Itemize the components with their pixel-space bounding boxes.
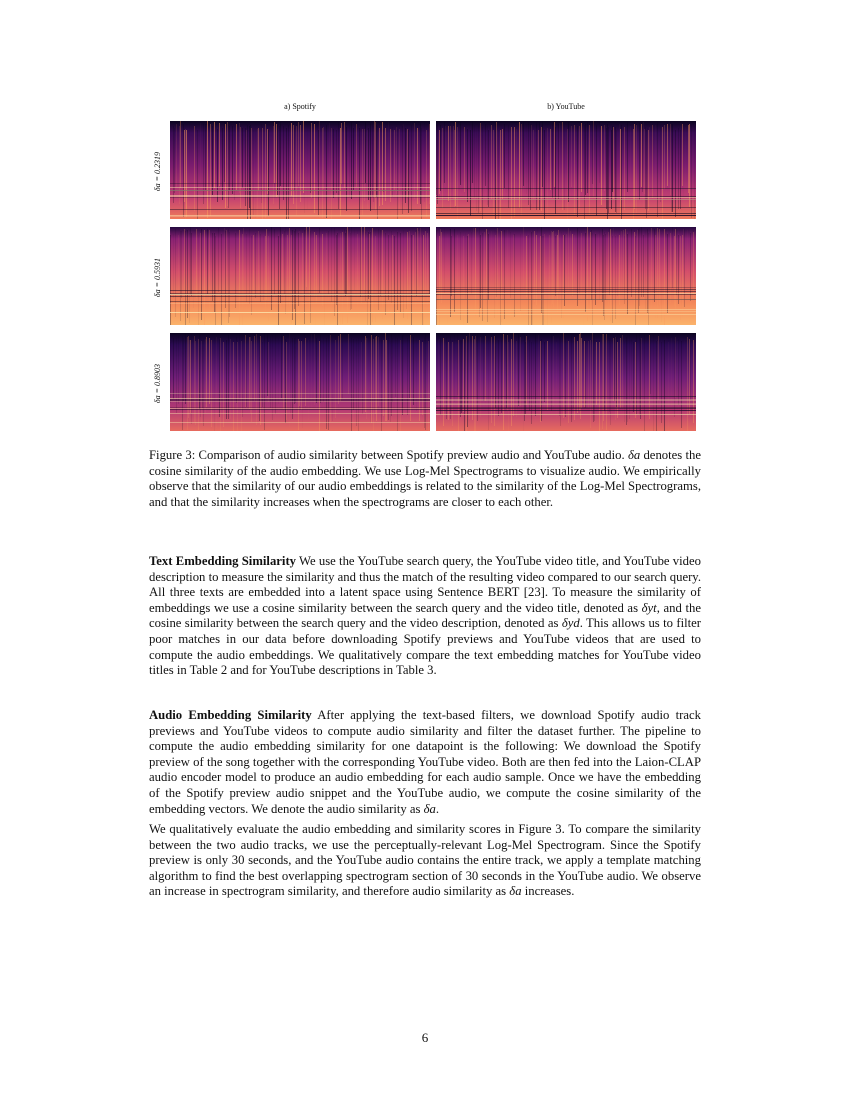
page-number: 6 <box>421 1030 429 1045</box>
figure-caption: Figure 3: Comparison of audio similarity between Spotify preview audio and YouTube audio. δa denotes the cosine similarity of the audio embedding. We use Log-Mel Spectrograms to visualize audio. We empirically observe that the similarity of our audio embeddings is related to the similarity of the Log-Mel Spectrograms, and that the similarity increases when the spectrograms are closer to each other. <box>149 448 701 509</box>
qualitative-paragraph: We qualitatively evaluate the audio embedding and similarity scores in Figure 3. To compare the similarity between the two audio tracks, we use the perceptually-relevant Log-Mel Spectrogram. Since the Spotify preview is only 30 seconds, and the YouTube audio contains the entire track, we apply a template matching algorithm to find the best overlapping spectrogram section of 30 seconds in the YouTube audio. We observe an increase in spectrogram similarity, and therefore audio similarity as δa increases. <box>149 822 701 899</box>
spectrogram-youtube-row2 <box>436 227 696 325</box>
row-label-1: δa = 0.2319 <box>153 151 163 191</box>
audio-embedding-paragraph: Audio Embedding Similarity After applying the text-based filters, we download Spotify audio track previews and YouTube videos to compute audio similarity and filter the dataset further. The pipeline to compute the audio embedding similarity for one datapoint is the following: We download the Spotify preview of the song together with the corresponding YouTube video. Both are then fed into the Laion-CLAP audio encoder model to produce an audio embedding for each audio sample. Once we have the embedding of the Spotify preview audio snippet and the YouTube audio, we compute the cosine similarity of the embedding vectors. We denote the audio similarity as δa. <box>149 708 701 816</box>
panel-a-title: a) Spotify <box>284 102 316 111</box>
row-label-2: δa = 0.5931 <box>153 257 163 297</box>
spectrogram-spotify-row2 <box>170 227 430 325</box>
audio-embedding-heading: Audio Embedding Similarity <box>149 708 312 722</box>
spectrogram-spotify-row3 <box>170 333 430 431</box>
spectrogram-youtube-row1 <box>436 121 696 219</box>
spectrogram-spotify-row1 <box>170 121 430 219</box>
text-embedding-paragraph: Text Embedding Similarity We use the YouTube search query, the YouTube video title, and YouTube video description to measure the similarity and thus the match of the resulting video compared to our search query. All three texts are embedded into a latent space using Sentence BERT [23]. To measure the similarity of embeddings we use a cosine similarity between the search query and the video title, denoted as δyt, and the cosine similarity between the search query and the video description, denoted as δyd. This allows us to filter poor matches in our data before downloading Spotify previews and YouTube videos that are used to compute the audio embeddings. We qualitatively compare the text embedding matches for YouTube video titles in Table 2 and for YouTube descriptions in Table 3. <box>149 554 702 678</box>
text-embedding-heading: Text Embedding Similarity <box>149 554 297 568</box>
panel-b-title: b) YouTube <box>547 102 585 111</box>
spectrogram-youtube-row3 <box>436 333 696 431</box>
caption-label: Figure 3: <box>149 448 196 462</box>
row-label-3: δa = 0.8903 <box>153 363 163 403</box>
